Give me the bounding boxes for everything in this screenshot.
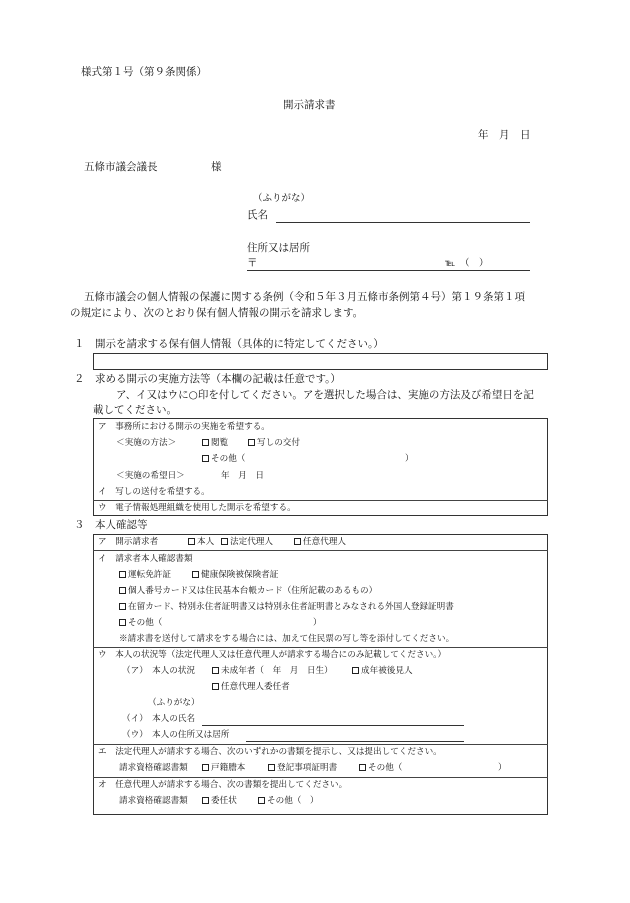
addressee: 五條市議会議長 <box>84 161 158 173</box>
requester-legal-label: 法定代理人 <box>230 537 273 547</box>
checkbox-icon <box>119 587 126 594</box>
preferred-date-label: ＜実施の希望日＞ <box>116 471 185 481</box>
intro-line-1: 五條市議会の個人情報の保護に関する条例（令和５年３月五條市条例第４号）第１９条第１項 <box>84 291 525 303</box>
section-2-note-1: ア、イ又はウに○印を付してください。アを選択した場合は、実施の方法及び希望日を記 <box>116 389 534 401</box>
divider <box>93 744 548 745</box>
checkbox-icon <box>119 571 126 578</box>
section-2-box <box>93 418 548 516</box>
checkbox-icon <box>248 439 255 446</box>
voluntary-rep-docs-label: オ 任意代理人が請求する場合、次の書類を提出してください。 <box>98 780 348 790</box>
checkbox-icon <box>268 764 275 771</box>
checkbox-icon <box>359 764 366 771</box>
requester-self[interactable] <box>188 538 214 547</box>
id-doc-license[interactable] <box>119 571 171 580</box>
principal-name-label: （イ） 本人の氏名 <box>122 714 196 724</box>
method-view-label: 閲覧 <box>211 438 229 448</box>
principal-address-field[interactable] <box>246 741 464 742</box>
id-docs-label: イ 請求者本人確認書類 <box>98 554 193 564</box>
id-doc-other-close: ） <box>313 618 322 628</box>
divider <box>93 777 548 778</box>
id-doc-insurance[interactable] <box>192 571 278 580</box>
checkbox-icon <box>202 764 209 771</box>
doc-other-voluntary-label: その他（ ） <box>267 796 319 806</box>
doc-power-of-attorney-label: 委任状 <box>211 796 237 806</box>
requester-self-label: 本人 <box>197 537 215 547</box>
principal-name-field[interactable] <box>202 725 464 726</box>
requester-voluntary[interactable] <box>294 538 346 547</box>
id-doc-residence-label: 在留カード、特別永住者証明書又は特別永住者証明書とみなされる外国人登録証明書 <box>128 602 454 612</box>
applicant-name-label: 氏名 <box>247 209 268 221</box>
status-minor-label: 未成年者（ 年 月 日生） <box>221 666 333 676</box>
id-doc-insurance-label: 健康保険被保険者証 <box>201 570 279 580</box>
id-doc-mynumber[interactable] <box>119 587 377 596</box>
date-field[interactable]: 年 月 日 <box>478 129 531 141</box>
status-delegator[interactable] <box>212 683 290 692</box>
applicant-name-field[interactable] <box>276 222 530 223</box>
checkbox-icon <box>212 683 219 690</box>
option-c-electronic[interactable]: ウ 電子情報処理組織を使用した開示を希望する。 <box>98 503 296 513</box>
divider <box>93 647 548 648</box>
voluntary-rep-docs-sub: 請求資格確認書類 <box>119 796 188 806</box>
requested-info-field[interactable] <box>93 353 548 370</box>
doc-other-voluntary[interactable] <box>258 797 319 806</box>
section-1-label: １ 開示を請求する保有個人情報（具体的に特定してください。） <box>74 338 384 350</box>
form-title: 開示請求書 <box>283 99 336 111</box>
principal-furigana-label: （ふりがな） <box>148 698 200 708</box>
legal-rep-docs-sub: 請求資格確認書類 <box>119 763 188 773</box>
checkbox-icon <box>119 619 126 626</box>
option-a-office[interactable]: ア 事務所における開示の実施を希望する。 <box>98 422 270 432</box>
divider <box>93 550 548 551</box>
option-b-mail[interactable]: イ 写しの送付を希望する。 <box>98 487 210 497</box>
legal-rep-docs-label: エ 法定代理人が請求する場合、次のいずれかの書類を提示し、又は提出してください。 <box>98 747 442 757</box>
applicant-address-label: 住所又は居所 <box>247 242 310 254</box>
doc-other-legal[interactable] <box>359 764 402 773</box>
checkbox-icon <box>352 667 359 674</box>
applicant-furigana-label: （ふりがな） <box>253 193 311 204</box>
checkbox-icon <box>258 797 265 804</box>
postal-mark: 〒 <box>247 257 258 269</box>
id-doc-license-label: 運転免許証 <box>128 570 171 580</box>
method-other-close: ） <box>405 454 414 464</box>
form-number: 様式第１号（第９条関係） <box>81 66 207 78</box>
doc-other-legal-label: その他（ <box>368 763 403 773</box>
doc-registry-cert-label: 登記事項証明書 <box>277 763 338 773</box>
principal-status-sub: （ア） 本人の状況 <box>122 666 196 676</box>
doc-other-legal-close: ） <box>498 763 507 773</box>
checkbox-icon <box>212 667 219 674</box>
principal-address-label: （ウ） 本人の住所又は居所 <box>122 730 230 740</box>
checkbox-icon <box>221 538 228 545</box>
id-doc-mynumber-label: 個人番号カード又は住民基本台帳カード（住所記載のあるもの） <box>128 586 378 596</box>
method-other-label: その他（ <box>211 454 246 464</box>
checkbox-icon <box>202 439 209 446</box>
requester-legal[interactable] <box>221 538 273 547</box>
id-doc-other[interactable] <box>119 619 162 628</box>
doc-power-of-attorney[interactable] <box>202 797 237 806</box>
divider <box>93 500 548 501</box>
status-minor[interactable] <box>212 667 333 676</box>
requester-type-label: ア 開示請求者 <box>98 537 159 547</box>
method-label: ＜実施の方法＞ <box>116 438 177 448</box>
section-2-label: ２ 求める開示の実施方法等（本欄の記載は任意です。） <box>74 373 341 385</box>
method-copy-label: 写しの交付 <box>257 438 300 448</box>
honorific: 様 <box>211 161 222 173</box>
status-ward-label: 成年被後見人 <box>361 666 413 676</box>
id-docs-note: ※請求書を送付して請求をする場合には、加えて住民票の写し等を添付してください。 <box>119 634 455 644</box>
id-doc-residence[interactable] <box>119 603 454 612</box>
method-other[interactable] <box>202 455 245 464</box>
section-2-note-2: 載してください。 <box>93 404 177 416</box>
checkbox-icon <box>119 603 126 610</box>
checkbox-icon <box>202 455 209 462</box>
method-view[interactable] <box>202 439 228 448</box>
id-doc-other-label: その他（ <box>128 618 163 628</box>
checkbox-icon <box>192 571 199 578</box>
applicant-address-field[interactable] <box>247 270 530 271</box>
doc-family-register[interactable] <box>202 764 245 773</box>
section-3-label: ３ 本人確認等 <box>74 519 148 531</box>
checkbox-icon <box>294 538 301 545</box>
method-copy[interactable] <box>248 439 300 448</box>
status-delegator-label: 任意代理人委任者 <box>221 682 290 692</box>
tel-field[interactable]: ℡ （ ） <box>445 258 489 269</box>
intro-line-2: の規定により、次のとおり保有個人情報の開示を請求します。 <box>70 307 364 319</box>
doc-family-register-label: 戸籍謄本 <box>211 763 246 773</box>
requester-voluntary-label: 任意代理人 <box>303 537 346 547</box>
preferred-date-field[interactable]: 年 月 日 <box>221 471 264 481</box>
status-ward[interactable] <box>352 667 413 676</box>
checkbox-icon <box>202 797 209 804</box>
doc-registry-cert[interactable] <box>268 764 337 773</box>
principal-status-label: ウ 本人の状況等（法定代理人又は任意代理人が請求する場合にのみ記載してください。） <box>98 650 447 660</box>
checkbox-icon <box>188 538 195 545</box>
